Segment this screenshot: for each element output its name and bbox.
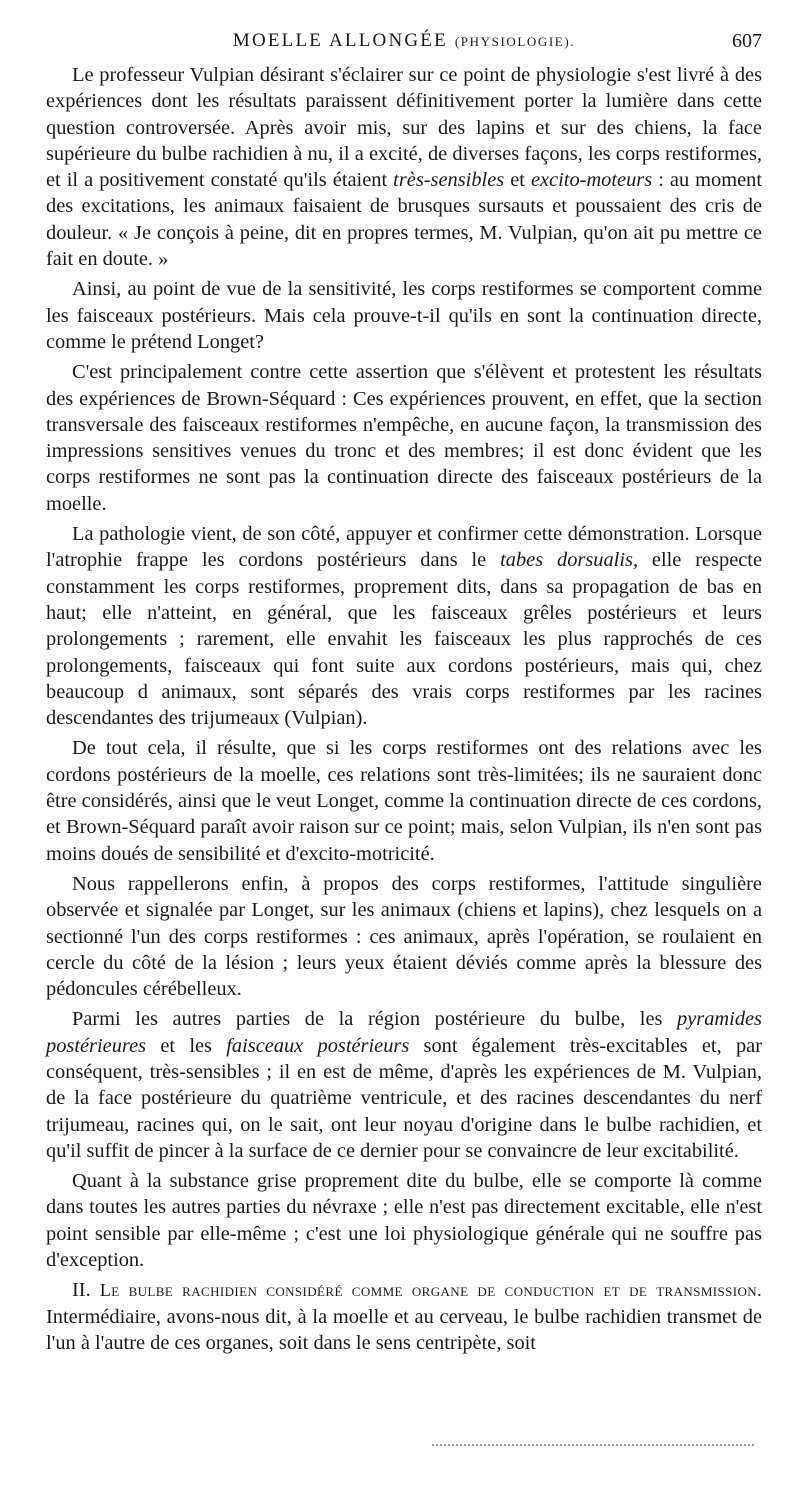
text-run: Parmi les autres parties de la région postérieure du bulbe, les [72,1008,678,1031]
footer-rule [432,1444,754,1446]
paragraph [46,871,762,1002]
text-run: De tout cela, il résulte, que si les corps restiformes ont des relations avec les cordons postérieurs de la moelle, ces relations sont très-limitées; ils ne sauraient donc être considérés, ainsi que le veut Longet, comme la continuation directe de ces cordons, et Brown-Séquard paraît avoir raison sur ce point; mais, selon Vulpian, ils n'en sont pas moins doués de sensibilité et d'excito-motricité. [46,737,762,865]
text-run: elle respecte constamment les corps restiformes, proprement dits, dans sa propagation de bas en haut; elle n'atteint, en général, que les faisceaux grêles postérieurs et leurs prolongements ; rarement, elle envahit les faisceaux les plus rapprochés de ces prolongements, faisceaux qui font suite aux cordons postérieurs, mais qui, chez beaucoup d animaux, sont séparés des vrais corps restiformes par les racines descendantes des trijumeaux (Vulpian). [46,549,763,730]
text-run: Quant à la substance grise proprement dite du bulbe, elle se comporte là comme dans toutes les autres parties du névraxe ; elle n'est pas directement excitable, elle n'est point sensible par elle-même ; c'est une loi physiologique générale qui ne souffre pas d'exception. [46,1170,762,1272]
text-run: et les [146,1034,227,1057]
text-run: et [504,169,531,192]
text-run: Ainsi, au point de vue de la sensitivité, les corps restiformes se comportent comme les faisceaux postérieurs. Mais cela prouve-t-il qu'ils en sont la continuation directe, comme le prétend Longet? [46,278,762,353]
italic-text: tabes dorsualis, [500,549,639,572]
text-run: Le professeur Vulpian désirant s'éclairer sur ce point de physiologie s'est livré à des expériences dont les résultats paraissent définitivement porter la lumière dans cette question controversée. Après avoir mis, sur des lapins et sur des chiens, la face supérieure du bulbe rachidien à nu, il a excité, de diverses façons, les corps restiformes, et il a positivement constaté qu'ils étaient [46,64,762,192]
text-run: Nous rappellerons enfin, à propos des corps restiformes, l'attitude singulière observée et signalée par Longet, sur les animaux (chiens et lapins), chez lesquels on a sectionné l'un des corps restiformes : ces animaux, après l'opération, se roulaient en cercle du côté de la lésion ; leurs yeux étaient déviés comme après la blessure des pédoncules cérébelleux. [46,872,762,1001]
text-run: II. [72,1279,100,1302]
running-subtitle: (PHYSIOLOGIE). [454,34,576,49]
text-run: La pathologie vient, de son côté, appuyer et confirmer cette démonstration. Lorsque l'atrophie frappe les cordons postérieurs dans le [46,523,762,572]
running-title [46,30,762,52]
text-run: sont également très-excitables et, par conséquent, très-sensibles ; il en est de même, d'après les expériences de M. Vulpian, de la face postérieure du quatrième ventricule, et des racines descendantes du nerf trijumeau, racines qui, on le sait, ont leur noyau d'origine dans le bulbe rachidien, et qu'il suffit de pincer à la surface de ce dernier pour se convaincre de leur excitabilité. [46,1034,762,1162]
paragraph [46,62,762,272]
italic-text: pyramides postérieures [46,1008,762,1057]
paragraph [46,1168,762,1273]
text-run: : au moment des excitations, les animaux faisaient de brusques sursauts et poussaient des cris de douleur. « Je conçois à peine, dit en propres termes, M. Vulpian, qu'on ait pu mettre ce fait en doute. » [46,169,762,271]
page-number: 607 [732,30,762,52]
paragraph [46,1277,762,1356]
italic-text: excito-moteurs [530,169,653,192]
body-text [46,62,762,1360]
italic-text: très-sensibles [393,169,505,192]
paragraph [46,735,762,866]
section-heading: Le bulbe rachidien considéré comme organe de conduction et de transmission. [99,1280,762,1301]
text-run: Intermédiaire, avons-nous dit, à la moelle et au cerveau, le bulbe rachidien transmet de l'un à l'autre de ces organes, soit dans le sens centripète, soit [46,1305,762,1354]
running-header [46,30,762,58]
text-run: C'est principalement contre cette assertion que s'élèvent et protestent les résultats des expériences de Brown-Séquard : Ces expériences prouvent, en effet, que la section transversale des faisceaux restiformes n'empêche, en aucune façon, la transmission des impressions sensitives venues du tronc et des membres; il est donc évident que les corps restiformes ne sont pas la continuation directe des faisceaux postérieurs de la moelle. [46,361,762,515]
italic-text: faisceaux postérieurs [226,1034,410,1057]
paragraph [46,1006,762,1164]
paragraph [46,276,762,355]
paragraph [46,521,762,731]
paragraph [46,359,762,517]
running-title-text: MOELLE ALLONGÉE [232,30,448,51]
